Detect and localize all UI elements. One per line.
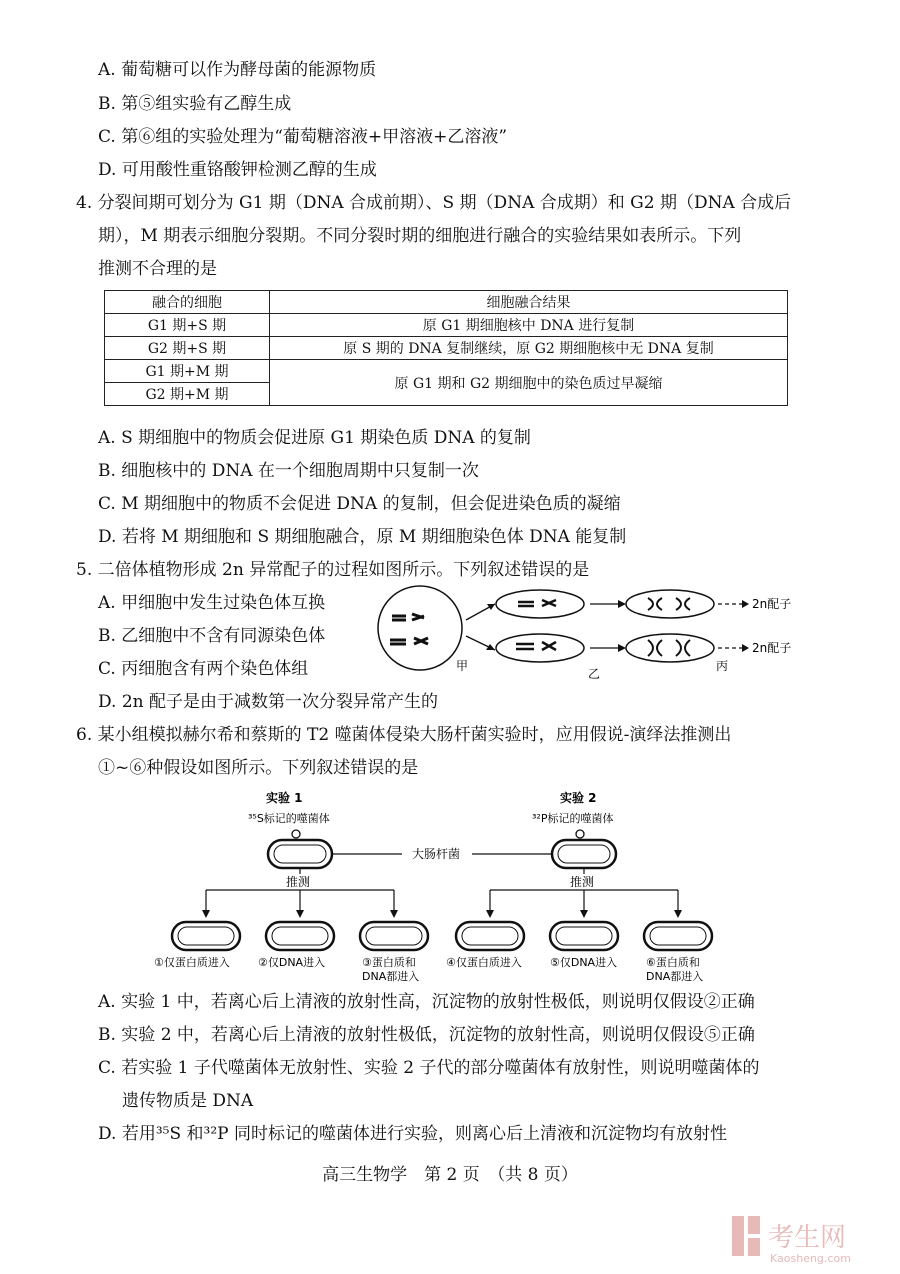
q6-figure xyxy=(140,786,760,986)
q3-option-c: C. 第⑥组的实验处理为“葡萄糖溶液+甲溶液+乙溶液” xyxy=(98,127,508,147)
bing-cell-top xyxy=(626,590,714,618)
watermark-cn: 考生网 xyxy=(768,1223,847,1253)
hypothesis-cell-3 xyxy=(360,922,428,950)
hypothesis-3-label-b: DNA都进入 xyxy=(362,970,420,983)
watermark-en: Kaosheng.com xyxy=(770,1252,851,1265)
yi-label: 乙 xyxy=(588,667,601,680)
table-cell: G1 期+M 期 xyxy=(105,360,270,383)
hypothesis-5-label: ⑤仅DNA进入 xyxy=(550,956,618,969)
q5-option-b: B. 乙细胞中不含有同源染色体 xyxy=(98,626,326,646)
ecoli-cell-exp2 xyxy=(552,840,616,868)
arrow-icon xyxy=(590,604,622,648)
q6-stem-line2: ①~⑥种假设如图所示。下列叙述错误的是 xyxy=(98,758,419,778)
table-cell: G1 期+S 期 xyxy=(105,314,270,337)
dashed-arrow-icon xyxy=(718,604,744,648)
table-cell: 原 G1 期和 G2 期细胞中的染色质过早凝缩 xyxy=(270,360,788,406)
q4-stem-line1: 4. 分裂间期可划分为 G1 期（DNA 合成前期）、S 期（DNA 合成期）和 G2 期（DNA 合成后 xyxy=(76,193,792,213)
arrow-icon xyxy=(466,604,495,650)
kaosheng-logo-icon xyxy=(730,1210,890,1266)
q6-option-d: D. 若用³⁵S 和³²P 同时标记的噬菌体进行实验，则离心后上清液和沉淀物均有放射性 xyxy=(98,1124,727,1144)
bing-cell-bottom xyxy=(626,634,714,662)
hypothesis-cell-1 xyxy=(172,922,240,950)
q4-stem-line3: 推测不合理的是 xyxy=(98,259,217,279)
jia-label: 甲 xyxy=(456,659,469,673)
q6-option-c-line1: C. 若实验 1 子代噬菌体无放射性、实验 2 子代的部分噬菌体有放射性，则说明噬菌体的 xyxy=(98,1058,760,1078)
hypothesis-cell-6 xyxy=(644,922,712,950)
table-row xyxy=(105,360,788,383)
q5-option-d: D. 2n 配子是由于减数第一次分裂异常产生的 xyxy=(98,692,438,712)
q5-option-c: C. 丙细胞含有两个染色体组 xyxy=(98,659,309,679)
table-row xyxy=(105,314,788,337)
ecoli-label: 大肠杆菌 xyxy=(412,847,461,861)
chromosome-icon xyxy=(390,614,428,644)
hypothesis-1-label: ①仅蛋白质进入 xyxy=(154,956,230,969)
q4-option-a: A. S 期细胞中的物质会促进原 G1 期染色质 DNA 的复制 xyxy=(98,428,531,448)
hypothesis-cell-5 xyxy=(550,922,618,950)
exp1-title: 实验 1 xyxy=(266,791,303,805)
q3-option-d: D. 可用酸性重铬酸钾检测乙醇的生成 xyxy=(98,160,377,180)
hypothesis-2-label: ②仅DNA进入 xyxy=(258,956,326,969)
table-header: 融合的细胞 xyxy=(105,291,270,314)
bing-label: 丙 xyxy=(716,659,729,673)
hypothesis-3-label-a: ③蛋白质和 xyxy=(362,956,416,969)
exp2-phage-label: ³²P标记的噬菌体 xyxy=(532,812,614,825)
yi-cell-top xyxy=(496,590,584,618)
hypothesis-cell-2 xyxy=(266,922,334,950)
hypothesis-6-label-b: DNA都进入 xyxy=(646,970,704,983)
q5-option-a: A. 甲细胞中发生过染色体互换 xyxy=(98,593,326,613)
page-footer: 高三生物学 第 2 页 （共 8 页） xyxy=(322,1165,578,1185)
yi-cell-bottom xyxy=(496,634,584,662)
table-header-row xyxy=(105,291,788,314)
chromosome-icon xyxy=(518,600,556,606)
hypothesis-cell-4 xyxy=(456,922,524,950)
table-cell: 原 G1 期细胞核中 DNA 进行复制 xyxy=(270,314,788,337)
chromosome-icon xyxy=(648,640,690,656)
gamete-label-bottom: 2n配子 xyxy=(752,641,792,655)
q4-option-d: D. 若将 M 期细胞和 S 期细胞融合，原 M 期细胞染色体 DNA 能复制 xyxy=(98,527,627,547)
q6-option-a: A. 实验 1 中，若离心后上清液的放射性高，沉淀物的放射性极低，则说明仅假设②正确 xyxy=(98,992,755,1012)
infer-label-exp1: 推测 xyxy=(286,875,311,889)
watermark-logo xyxy=(730,1210,890,1270)
hypothesis-4-label: ④仅蛋白质进入 xyxy=(446,956,522,969)
table-row xyxy=(105,337,788,360)
exp1-phage-label: ³⁵S标记的噬菌体 xyxy=(248,812,330,825)
hypothesis-6-label-a: ⑥蛋白质和 xyxy=(646,956,700,969)
q4-option-b: B. 细胞核中的 DNA 在一个细胞周期中只复制一次 xyxy=(98,461,479,481)
q3-option-b: B. 第⑤组实验有乙醇生成 xyxy=(98,94,292,114)
chromosome-icon xyxy=(648,598,690,610)
ecoli-cell-exp1 xyxy=(268,840,332,868)
q6-option-c-line2: 遗传物质是 DNA xyxy=(122,1091,254,1111)
table-cell: 原 S 期的 DNA 复制继续，原 G2 期细胞核中无 DNA 复制 xyxy=(270,337,788,360)
phage-icon xyxy=(576,830,584,838)
q4-table xyxy=(104,290,788,406)
gamete-label-top: 2n配子 xyxy=(752,597,792,611)
jia-cell xyxy=(378,586,462,670)
q3-option-a: A. 葡萄糖可以作为酵母菌的能源物质 xyxy=(98,60,377,80)
q5-stem: 5. 二倍体植物形成 2n 异常配子的过程如图所示。下列叙述错误的是 xyxy=(76,560,590,580)
exp2-title: 实验 2 xyxy=(560,791,597,805)
infer-label-exp2: 推测 xyxy=(570,875,595,889)
q6-option-b: B. 实验 2 中，若离心后上清液的放射性极低，沉淀物的放射性高，则说明仅假设⑤正确 xyxy=(98,1025,755,1045)
chromosome-icon xyxy=(516,642,556,650)
table-header: 细胞融合结果 xyxy=(270,291,788,314)
phage-icon xyxy=(292,830,300,838)
q5-figure xyxy=(370,580,810,680)
table-cell: G2 期+M 期 xyxy=(105,383,270,406)
q4-stem-line2: 期），M 期表示细胞分裂期。不同分裂时期的细胞进行融合的实验结果如表所示。下列 xyxy=(98,226,742,246)
q6-stem-line1: 6. 某小组模拟赫尔希和蔡斯的 T2 噬菌体侵染大肠杆菌实验时，应用假说-演绎法推测出 xyxy=(76,725,732,745)
table-cell: G2 期+S 期 xyxy=(105,337,270,360)
q4-option-c: C. M 期细胞中的物质不会促进 DNA 的复制，但会促进染色质的凝缩 xyxy=(98,494,621,514)
